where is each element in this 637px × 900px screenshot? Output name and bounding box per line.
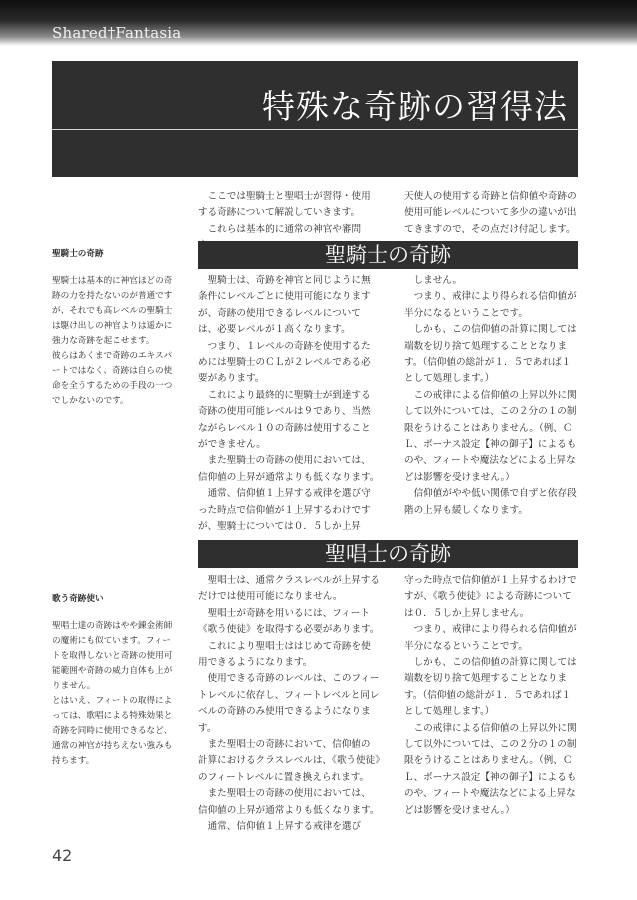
body-paragraph: 使用できる奇跡のレベルは、このフィートレベルに依存し、フィートレベルと同レベルの奇跡のみ使用できるようになります。 [198, 673, 380, 734]
sidebar-heading: 歌う奇跡使い [52, 594, 104, 604]
sidebar-note-paladin [52, 247, 178, 409]
header-brand: Shared†Fantasia [52, 24, 182, 42]
section-title: 聖唱士の奇跡 [325, 542, 451, 566]
section-paladin-column-left [198, 273, 380, 536]
section-singer-column-right [404, 573, 578, 819]
body-paragraph: つまり、１レベルの奇跡を使用するためには聖騎士のＣＬが２レベルである必要があります。 [198, 340, 371, 385]
page-number: 42 [52, 846, 73, 865]
body-paragraph: 聖唱士が奇跡を用いるには、フィート《歌う使徒》を取得する必要があります。 [198, 607, 380, 636]
title-banner [52, 61, 578, 177]
section-banner-singer [198, 540, 578, 568]
intro-column-right [404, 189, 578, 238]
section-title: 聖騎士の奇跡 [325, 243, 451, 267]
sidebar-paragraph: 彼らはあくまで奇跡のエキスパートではなく、奇跡は自らの使命を全うするための手段の一つでしかないのです。 [52, 351, 173, 406]
body-paragraph: この戒律による信仰値の上昇以外に関して以外については、この２分の１の制限をうけることはありません。（例、ＣＬ、ボーナス設定【神の御子】によるものや、フィートや魔法などによる上昇などは影響を受けません。） [404, 389, 577, 483]
sidebar-paragraph: 聖騎士は基本的に神官ほどの奇跡の力を持たないのが普通ですが、それでも高レベルの聖騎士は駆け出しの神官よりは遥かに強力な奇跡を起こせます。 [52, 276, 173, 346]
sidebar-note-singer [52, 592, 178, 769]
body-paragraph: つまり、戒律により得られる信仰値が半分になるということです。 [404, 624, 577, 652]
body-paragraph: また聖唱士の奇跡において、信仰値の計算におけるクラスレベルは、《歌う使徒》のフィートレベルに置き換えられます。 [198, 739, 380, 783]
intro-paragraph: 天使人の使用する奇跡と信仰値や奇跡の使用可能レベルについて多少の違いが出てきますので、その点だけ付記します。 [404, 191, 577, 235]
body-paragraph: 信仰値がやや低い関係で自ずと依存段階の上昇も緩しくなります。 [404, 488, 577, 516]
intro-paragraph: ここでは聖騎士と聖唱士が習得・使用する奇跡について解説していきます。 [198, 191, 371, 219]
sidebar-paragraph: とはいえ、フィートの取得によっては、歌唱による特殊効果と奇跡を同時に使用できるなど、通常の神官が持ちえない強みも持ちます。 [52, 696, 173, 766]
body-paragraph: 通常、信仰値１上昇する戒律を選び [207, 821, 362, 833]
body-paragraph: これにより聖唱士ははじめて奇跡を使用できるようになります。 [198, 640, 371, 669]
body-paragraph: この戒律による信仰値の上昇以外に関して以外については、この２分の１の制限をうけることはありません。（例、ＣＬ、ボーナス設定【神の御子】によるものや、フィートや魔法などによる上昇などは影響を受けません。） [404, 722, 577, 816]
section-banner-paladin [198, 241, 578, 269]
page-title: 特殊な奇跡の習得法 [262, 87, 568, 126]
body-paragraph: しかも、この信仰値の計算に関しては端数を切り捨て処理することとなります。（信仰値の総計が１．５であれば１として処理します。） [404, 324, 577, 385]
sidebar-heading: 聖騎士の奇跡 [52, 249, 104, 259]
body-paragraph: 通常、信仰値１上昇する戒律を選び守った時点で信仰値が１上昇するわけですが、聖騎士については０．５しか上昇 [198, 488, 371, 533]
title-divider [52, 129, 578, 130]
body-paragraph: 守った時点で信仰値が１上昇するわけですが、《歌う使徒》による奇跡については０．５しか上昇しません。 [404, 575, 577, 619]
section-singer-column-left [198, 573, 380, 836]
body-paragraph: これにより最終的に聖騎士が到達する奇跡の使用可能レベルは９であり、当然ながらレベル１０の奇跡は使用することができません。 [198, 389, 371, 451]
section-paladin-column-right [404, 273, 578, 519]
body-paragraph: 聖騎士は、奇跡を神官と同じように無条件にレベルごとに使用可能になりますが、奇跡の使用できるレベルについては、必要レベルが１高くなります。 [198, 275, 371, 336]
intro-paragraph: これらは基本的に通常の神官や審問 [207, 223, 362, 235]
body-paragraph: また聖騎士の奇跡の使用においては、信仰値の上昇が通常よりも低くなります。 [198, 455, 380, 483]
body-paragraph: 聖唱士は、通常クラスレベルが上昇するだけでは使用可能になりません。 [198, 575, 380, 603]
body-paragraph: しません。 [413, 275, 463, 286]
body-paragraph: つまり、戒律により得られる信仰値が半分になるということです。 [404, 291, 577, 319]
sidebar-paragraph: 聖唱士達の奇跡はやや錬金術師の魔術にも似ています。フィートを取得しないと奇跡の使用可能範囲や奇跡の威力自体も上がりません。 [52, 621, 173, 691]
body-paragraph: また聖唱士の奇跡の使用においては、信仰値の上昇が通常よりも低くなります。 [198, 788, 380, 816]
body-paragraph: しかも、この信仰値の計算に関しては端数を切り捨て処理することとなります。（信仰値の総計が１．５であれば１として処理します。） [404, 657, 577, 718]
